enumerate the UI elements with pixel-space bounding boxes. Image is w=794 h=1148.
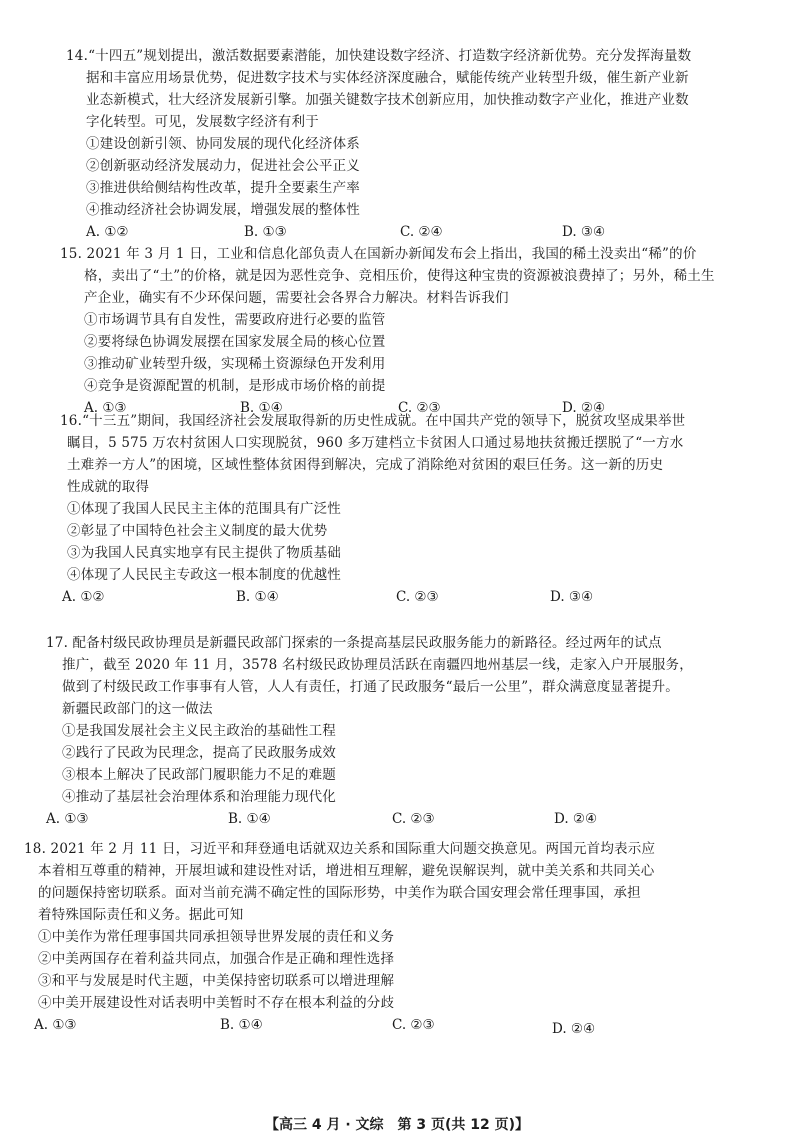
statement-3: ③根本上解决了民政部门履职能力不足的难题 bbox=[62, 767, 336, 783]
question-14 bbox=[66, 45, 776, 243]
question-text-line: 新疆民政部门的这一做法 bbox=[62, 701, 213, 717]
question-text-line: 字化转型。可见，发展数字经济有利于 bbox=[86, 114, 319, 130]
question-text-line: 据和丰富应用场景优势，促进数字技术与实体经济深度融合，赋能传统产业转型升级，催生新产业新 bbox=[86, 70, 689, 86]
statement-1: ①建设创新引领、协同发展的现代化经济体系 bbox=[86, 136, 360, 152]
option-d: D. ③④ bbox=[562, 224, 606, 240]
option-b: B. ①③ bbox=[244, 224, 287, 240]
question-text-line: 15. 2021 年 3 月 1 日，工业和信息化部负责人在国新办新闻发布会上指出，我国的稀土没卖出“稀”的价 bbox=[60, 246, 697, 262]
option-b: B. ①④ bbox=[220, 1017, 263, 1033]
question-15 bbox=[60, 243, 776, 419]
option-a: A. ①③ bbox=[34, 1017, 77, 1033]
question-16 bbox=[60, 410, 776, 608]
statement-3: ③推动矿业转型升级，实现稀土资源绿色开发利用 bbox=[84, 356, 386, 372]
statement-1: ①市场调节具有自发性，需要政府进行必要的监管 bbox=[84, 312, 386, 328]
statement-3: ③为我国人民真实地享有民主提供了物质基础 bbox=[67, 545, 341, 561]
option-a: A. ①③ bbox=[84, 400, 127, 416]
statement-2: ②要将绿色协调发展摆在国家发展全局的核心位置 bbox=[84, 334, 386, 350]
statement-1: ①体现了我国人民民主主体的范围具有广泛性 bbox=[67, 501, 341, 517]
statement-2: ②中美两国存在着利益共同点，加强合作是正确和理性选择 bbox=[38, 951, 395, 967]
question-text-line: 14.“十四五”规划提出，激活数据要素潜能，加快建设数字经济、打造数字经济新优势。充分发挥海量数 bbox=[66, 48, 692, 64]
option-a: A. ①③ bbox=[46, 811, 89, 827]
question-text-line: 做到了村级民政工作事事有人管，人人有责任，打通了民政服务“最后一公里”，群众满意度显著提升。 bbox=[62, 679, 680, 695]
question-text-line: 土难养一方人”的困境，区域性整体贫困得到解决，完成了消除绝对贫困的艰巨任务。这一新的历史 bbox=[67, 457, 664, 473]
statement-3: ③推进供给侧结构性改革，提升全要素生产率 bbox=[86, 180, 360, 196]
statement-1: ①中美作为常任理事国共同承担领导世界发展的责任和义务 bbox=[38, 929, 395, 945]
statement-2: ②创新驱动经济发展动力，促进社会公平正义 bbox=[86, 158, 360, 174]
statement-3: ③和平与发展是时代主题，中美保持密切联系可以增进理解 bbox=[38, 973, 395, 989]
option-a: A. ①② bbox=[86, 224, 129, 240]
question-text-line: 18. 2021 年 2 月 11 日，习近平和拜登通电话就双边关系和国际重大问题交换意见。两国元首均表示应 bbox=[24, 841, 656, 857]
question-text-line: 瞩目，5 575 万农村贫困人口实现脱贫，960 多万建档立卡贫困人口通过易地扶贫搬迁摆脱了“一方水 bbox=[67, 435, 684, 451]
option-a: A. ①② bbox=[62, 589, 105, 605]
question-17 bbox=[46, 632, 776, 830]
option-c: C. ②③ bbox=[396, 589, 439, 605]
question-text-line: 着特殊国际责任和义务。据此可知 bbox=[38, 907, 244, 923]
question-text-line: 16.“十三五”期间，我国经济社会发展取得新的历史性成就。在中国共产党的领导下，脱贫攻坚成果举世 bbox=[60, 413, 686, 429]
question-text-line: 性成就的取得 bbox=[67, 479, 150, 495]
option-d: D. ②④ bbox=[562, 400, 606, 416]
answer-options bbox=[24, 1014, 776, 1036]
option-c: C. ②③ bbox=[392, 811, 435, 827]
answer-options bbox=[66, 221, 776, 243]
statement-2: ②彰显了中国特色社会主义制度的最大优势 bbox=[67, 523, 328, 539]
statement-4: ④体现了人民民主专政这一根本制度的优越性 bbox=[67, 567, 341, 583]
question-18 bbox=[24, 838, 776, 1036]
statement-4: ④推动经济社会协调发展，增强发展的整体性 bbox=[86, 202, 360, 218]
statement-4: ④推动了基层社会治理体系和治理能力现代化 bbox=[62, 789, 336, 805]
option-c: C. ②③ bbox=[392, 1017, 435, 1033]
statement-4: ④竞争是资源配置的机制，是形成市场价格的前提 bbox=[84, 378, 386, 394]
answer-options bbox=[60, 586, 776, 608]
page-footer: 【高三 4 月 · 文综 第 3 页(共 12 页)】 bbox=[264, 1117, 530, 1133]
option-c: C. ②④ bbox=[400, 224, 443, 240]
option-b: B. ①④ bbox=[228, 811, 271, 827]
statement-2: ②践行了民政为民理念，提高了民政服务成效 bbox=[62, 745, 336, 761]
option-b: B. ①④ bbox=[236, 589, 279, 605]
statement-1: ①是我国发展社会主义民主政治的基础性工程 bbox=[62, 723, 336, 739]
option-d: D. ②④ bbox=[554, 811, 598, 827]
question-text-line: 本着相互尊重的精神，开展坦诚和建设性对话，增进相互理解，避免误解误判，就中美关系和共同关心 bbox=[38, 863, 655, 879]
option-b: B. ①④ bbox=[240, 400, 283, 416]
question-text-line: 17. 配备村级民政协理员是新疆民政部门探索的一条提高基层民政服务能力的新路径。经过两年的试点 bbox=[46, 635, 662, 651]
question-text-line: 推广，截至 2020 年 11 月，3578 名村级民政协理员活跃在南疆四地州基层一线，走家入户开展服务， bbox=[62, 657, 693, 673]
answer-options bbox=[46, 808, 776, 830]
question-text-line: 的问题保持密切联系。面对当前充满不确定性的国际形势，中美作为联合国安理会常任理事国，承担 bbox=[38, 885, 641, 901]
option-c: C. ②③ bbox=[398, 400, 441, 416]
option-d: D. ②④ bbox=[552, 1021, 596, 1037]
option-d: D. ③④ bbox=[550, 589, 594, 605]
question-text-line: 产企业，确实有不少环保问题，需要社会各界合力解决。材料告诉我们 bbox=[84, 290, 509, 306]
question-text-line: 业态新模式，壮大经济发展新引擎。加强关键数字技术创新应用，加快推动数字产业化，推进产业数 bbox=[86, 92, 689, 108]
question-text-line: 格，卖出了“土”的价格，就是因为恶性竞争、竞相压价，使得这种宝贵的资源被浪费掉了；另外，稀土生 bbox=[84, 268, 715, 284]
statement-4: ④中美开展建设性对话表明中美暂时不存在根本利益的分歧 bbox=[38, 995, 395, 1011]
